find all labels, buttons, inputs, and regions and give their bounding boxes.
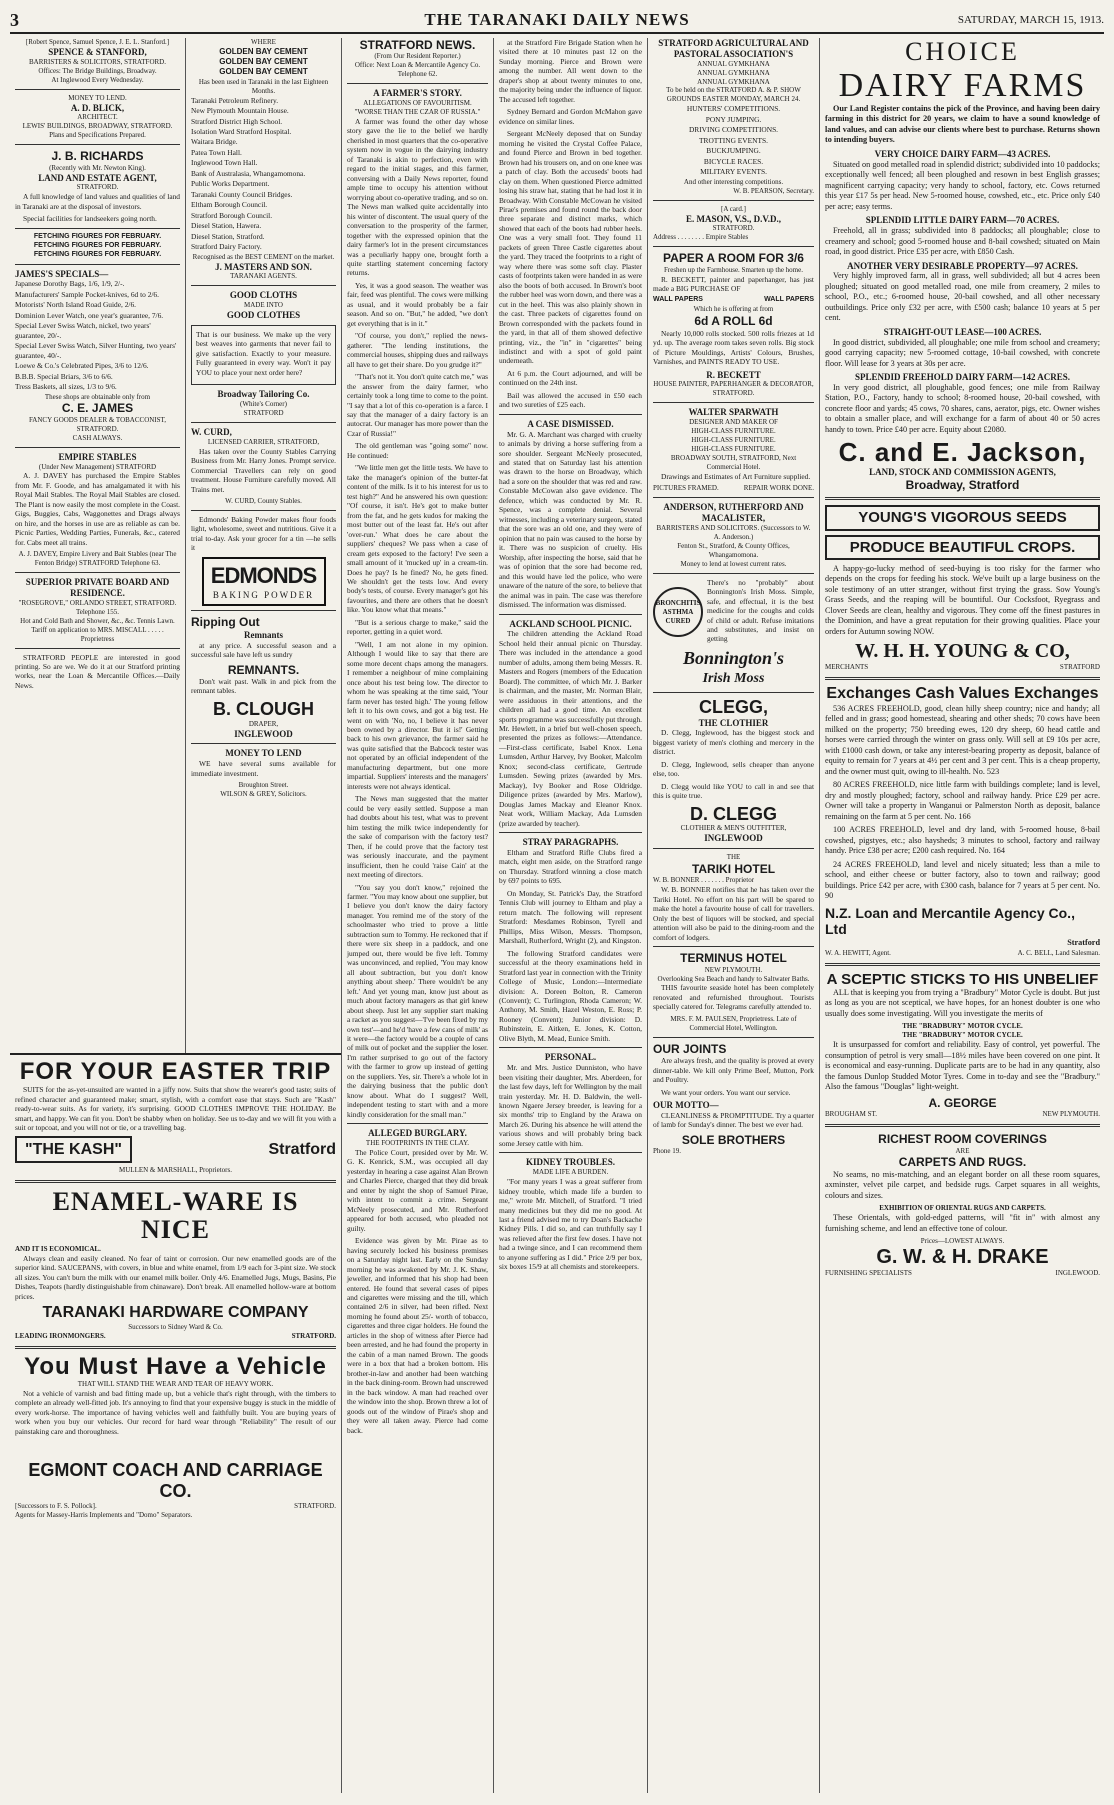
james-list [15, 279, 180, 391]
irish-moss-brand2: Irish Moss [702, 670, 765, 686]
nz-right: A. C. BELL, Land Salesman. [1017, 948, 1100, 957]
farmer-para: "We little men get the little tests. We have to take the manager's opinion of the butter-fat content of the milk. Is it to his interest for us to test high?" And he answered his own question: "Of course, it isn't. He's got to make butter from the fat, and he gets kudos for making the most butter out of the least fat. He's out after 'over-run.' What does he care about the suppliers' cheques? We pass when a case of cream gets exposed to the factory! I've seen a small amount of it 'mucked up' in a cream-tin. Does he pay? Is he fined? No, he gets fined. We shouldn't get the tests low. And every body's tests, of course. Every manager's got his favourites, and there are others that he doesn't like. You know what that means." [347, 463, 488, 615]
hardware-sub: Successors to Sidney Ward & Co. [128, 1322, 223, 1331]
egmont-co: EGMONT COACH AND CARRIAGE CO. [28, 1460, 323, 1502]
cement-recog: Recognised as the BEST CEMENT on the market. [192, 252, 335, 261]
beckett-name: R. BECKETT [706, 369, 761, 380]
sole-name: SOLE BROTHERS [681, 1132, 786, 1147]
exchange-item: 100 ACRES FREEHOLD, level and dry land, with 5-roomed house, 8-bail cowshed, pigstyes, etc.; also haysheds; 3 minutes to school, factory and railway handy. Price £38 per acre; £200 cash required. No. 164 [825, 825, 1100, 856]
show-line: ANNUAL GYMKHANA [697, 77, 770, 86]
terminus-body: THIS favourite seaside hotel has been completely renovated and refurnished throughout. Tourists specially catered for. Telegrams carefully attended to. [653, 983, 814, 1012]
listing-head: SPLENDID LITTLE DAIRY FARM—70 ACRES. [865, 215, 1060, 226]
hardware-co: TARANAKI HARDWARE COMPANY [42, 1304, 309, 1322]
ripping-body: at any price. A successful season and a successful sale have left us sundry [191, 640, 336, 660]
cement-item: Taranaki Petroleum Refinery. [191, 95, 279, 105]
burglary-para: The Police Court, presided over by Mr. W. G. K. Kenrick, S.M., was occupied all day yesterday in hearing a case against Alan Brown and Charles Pierce, charged that they did break and enter by night the shop of Samuel Pirae, with intent to commit a crime. Sergeant McNeely prosecuted, and Mr. Rutherford appeared for both accused, who pleaded not guilty. [347, 1147, 488, 1233]
james-item: Dominion Lever Watch, one year's guarantee, 7/6. [15, 310, 164, 320]
empire-sig: A. J. DAVEY, Empire Livery and Bait Stables (near The Fenton Bridge) STRATFORD Telephone 63. [18, 550, 177, 568]
nz-left: W. A. HEWITT, Agent. [825, 948, 891, 957]
show-other: And other interesting competitions. [683, 177, 784, 186]
cement-item: Bank of Australasia, Whangamomona. [191, 168, 306, 178]
james-item: B.B.B. Special Briars, 3/6 to 6/6. [15, 371, 113, 381]
cement-line: GOLDEN BAY CEMENT [219, 57, 308, 67]
cement-line: GOLDEN BAY CEMENT [219, 46, 308, 56]
edmonds-logo [202, 557, 326, 607]
wall-price: 6d A ROLL 6d [694, 314, 773, 329]
farmer-sub: ALLEGATIONS OF FAVOURITISM. [363, 99, 472, 108]
walter-repair: REPAIR WORK DONE. [743, 484, 814, 493]
empire-sub: (Under New Management) STRATFORD [38, 462, 157, 471]
young-left: MERCHANTS [825, 663, 869, 672]
young-box-2 [825, 535, 1100, 560]
enamel-body: Always clean and easily cleaned. No fear of taint or corrosion. Our new enamelled goods are of the superior kind. SAUCEPANS, with covers, in blue and white enamel, from 1/9 each for 3-pint size. We stock all sizes. You can't burn the milk with our enamel milk boiler. Only 4/6. Enamelled Jugs, Mugs, Basins, Pie Dishes, Teapots (hardly distinguishable from chinaware). Don't break. All enamelled hollow-ware at bottom prices. [15, 1254, 336, 1301]
column-5 [648, 38, 820, 1793]
george-left: BROUGHAM ST. [825, 1110, 877, 1119]
walter-item: HIGH-CLASS FURNITURE. [691, 427, 776, 436]
irish-moss-body: There's no "probably" about Bonnington's Irish Moss. Simple, safe, and effectual, it is the best medicine for the coughs and colds of child or adult. Refuse imitations and substitutes, and insist on getting [707, 577, 814, 644]
superior-bath: Hot and Cold Bath and Shower, &c., &c. Tennis Lawn. [20, 616, 175, 625]
james-note: These shops are obtainable only from [44, 392, 151, 401]
drake-name: G. W. & H. DRAKE [876, 1246, 1049, 1269]
hardware-right: STRATFORD. [291, 1331, 336, 1340]
farmer-para: "You say you don't know," rejoined the farmer. "You may know about one supplier, but I believe you don't know the dairy factory manager. You remind me of the story of the schoolmaster who tried to prove a little subtraction sum to Tommy. He reckoned that if there were six sheep in a paddock, and one jumped out, there would be five left. Tommy was unconvinced, and replied, 'You may know all about subtraction, but you don't know anything about sheep.' There wouldn't be any left.' And yet young man, know just about as much about factory managers as that girl knew about sheep. Just let any supplier start making a racket as you suggest—'I've been fixed by my own test'—and he'd 'have a few cans of milk' as it were—the factory would be a couple of cans of milk out of pocket and the supplier the loser. I'm rather surprised to go out of the factory with the farmer to grow up instead of getting on the suppliers. Yes, sir. There's a whole lot in the dairying business that the public don't know about. What do I suggest? Well, independent testing to start with and a more kindly consideration for the small man." [347, 882, 488, 1119]
richards-title: LAND AND ESTATE AGENT, [38, 172, 157, 183]
cement-item: Eltham Borough Council. [191, 200, 268, 210]
motto-body: CLEANLINESS & PROMPTITUDE. Try a quarter of lamb for Sunday's dinner. The best we ever had. [653, 1110, 814, 1130]
james-item: Tress Baskets, all sizes, 1/3 to 9/6. [15, 382, 117, 392]
jackson-sub: LAND, STOCK AND COMMISSION AGENTS, [869, 467, 1056, 478]
enamel-title: ENAMEL-WARE IS NICE [52, 1186, 299, 1245]
newspaper-title: THE TARANAKI DAILY NEWS [424, 10, 690, 29]
show-events [653, 104, 814, 176]
exchange-item: 536 ACRES FREEHOLD, good, clean hilly sheep country; nice and handy; all felled and in grass; good homestead, shearing and other sheds; 70 cows have been milked on the property; 750 breeding ewes, 120 dry sheep, 60 head cattle and horses were carried through the winter on grass only. Will sell at £9 10s per acre, with £1000 cash down, or take any interest-bearing property as deposit, balance of equity to remain for 7 years at 4½ per cent and 3 per cent. This is a cheap property, and the owner must quit, owing to ill-health. No. 523 [825, 703, 1100, 776]
farmer-para: "That's not it. You don't quite catch me," was the answer from the dairy farmer, who certainly took a long time to come to the point. "I say that a lot of this co-operation is a farce. I say that the manager of a dairy factory is an autocrat. Our manager has more power than the Czar of Russia!" [347, 372, 488, 438]
young-head2: PRODUCE BEAUTIFUL CROPS. [849, 538, 1076, 556]
irish-moss-brand: Bonnington's [682, 647, 785, 668]
walter-sub: DESIGNER AND MAKER OF [689, 418, 778, 427]
goodcloths-1: GOOD CLOTHS [229, 290, 298, 301]
fetching-1: FETCHING FIGURES FOR FEBRUARY. [33, 232, 162, 240]
goodcloths-box [191, 325, 336, 385]
show-sig: W. B. PEARSON, Secretary. [733, 186, 814, 195]
farmer-head: A FARMER'S STORY. [373, 88, 462, 99]
anderson-sub: BARRISTERS AND SOLICITORS. (Successors to W. A. Anderson.) [656, 523, 811, 541]
joints-head: OUR JOINTS [653, 1041, 727, 1056]
hardware-left: LEADING IRONMONGERS. [15, 1331, 106, 1340]
wall-note: Nearly 10,000 rolls stocked. 500 rolls friezes at 1d yd. up. The average room takes seven rolls. Big stock of Picture Mouldings, Artists' Colours, Brushes, Varnishes, and PAINTS READY TO USE. [653, 328, 814, 367]
beckett-body: R. BECKETT, painter and paperhanger, has just made a BIG PURCHASE OF [653, 274, 814, 294]
fire-para: Sydney Bernard and Gordon McMahon gave evidence on similar lines. [499, 107, 642, 126]
richards-special: Special facilities for landseekers going north. [23, 214, 157, 224]
farmer-para: "But is a serious charge to make," said the reporter, getting in a quiet word. [347, 617, 488, 637]
clegg-sub: THE CLOTHIER [698, 717, 769, 728]
clegg-name-sub: CLOTHIER & MEN'S OUTFITTER, [680, 824, 787, 833]
james-sub: FANCY GOODS DEALER & TOBACCONIST, STRATFORD. [28, 415, 167, 433]
tariki-the: THE [726, 853, 741, 862]
cement-item: Stratford District High School. [191, 116, 283, 126]
stratford-byline: (From Our Resident Reporter.) [374, 52, 461, 61]
spence-title: SPENCE & STANFORD, [48, 46, 147, 57]
vehicle-title: You Must Have a Vehicle [24, 1352, 327, 1380]
richards-sub: (Recently with Mr. Newton King). [49, 163, 146, 172]
farmer-para: Yes, it was a good season. The weather was fair, feed was plentiful. The cows were milking as usual, and it would probably be a fair season. And so on. "But," he added, "we don't get everything that is in it." [347, 280, 488, 328]
mason-name: E. MASON, V.S., D.V.D., [685, 213, 782, 224]
walter-name: WALTER SPARWATH [688, 407, 779, 418]
james-name: C. E. JAMES [61, 401, 134, 416]
jackson-place: Broadway, Stratford [905, 477, 1020, 492]
drake-left: FURNISHING SPECIALISTS [825, 1269, 912, 1278]
farmer-para: The News man suggested that the matter could be very easily settled. Suppose a man had doubts about his test, what was to prevent him testing the milk twice independently for the sake of comparison with the factory test? Then, if he could prove that the factory test was seriously inaccurate, and the payment insufficient, then he could 'raise Cain' at the next meeting of directors. [347, 794, 488, 880]
burglary-para: Evidence was given by Mr. Pirae as to having securely locked his business premises on a Saturday night last. Early on the Sunday morning he was awakened by Mr. J. K. Shaw, jeweller, and informed that his shop had been entered. He found that several cases of pipes and cigarettes were missing and the till, which contained 2/6 in silver, had been rifled. Next morning he found about 25/- worth of tobacco, cigarettes and three cigar holders. He found the articles in the shop of witness after Pierce had been arrested, and he had found the property in the cabin of a man named Brown. The goods were in a box that had a broken bottom. His brother-in-law and another had been watching in the back dining-room. Brown had unscrewed in the back window. A man had reached over the window into the shop. Brown threw a lot of goods out of the window of Pirae's shop and they were all taken away. Pierce had come back. [347, 1236, 489, 1435]
irish-moss-seal: BRONCHITIS ASTHMA CURED [653, 587, 703, 637]
show-event: TROTTING EVENTS. [699, 135, 768, 145]
burglary-head: ALLEGED BURGLARY. [368, 1128, 467, 1139]
curd-body: Has taken over the County Stables Carrying Business from Mr. Harry Jones. Prompt service. Commercial Travellers can rely on good treatment. House Furniture carefully moved. All Trains met. [191, 446, 336, 494]
clegg-para: D. Clegg, Inglewood, has the biggest stock and biggest variety of men's clothing and mercery in the district. [653, 728, 814, 757]
curd-sig: W. CURD, County Stables. [225, 496, 302, 505]
terminus-sig: MRS. F. M. PAULSEN, Proprietress. Late of Commercial Hotel, Wellington. [670, 1014, 797, 1032]
sceptic-m2: THE "BRADBURY" MOTOR CYCLE. [902, 1031, 1023, 1040]
mason-place: STRATFORD. [712, 224, 755, 233]
kash-sub: MULLEN & MARSHALL, Proprietors. [119, 1165, 232, 1174]
richest-are: ARE [955, 1146, 970, 1155]
column-6 [820, 38, 1105, 1793]
egmont-agents: Agents for Massey-Harris Implements and "Domo" Separators. [15, 1510, 193, 1519]
farmer-para: "Of course, you don't," replied the news-gatherer. "The lending institutions, the commercial houses, shipping dues and railways all have to get their share. Do you grudge it?" [347, 331, 488, 369]
stratford-office: Office: Next Loan & Mercantile Agency Co. Telephone 62. [354, 61, 481, 79]
blick-plans: Plans and Specifications Prepared. [49, 131, 146, 140]
fire-para: Bail was allowed the accused in £50 each and two sureties of £25 each. [499, 390, 642, 410]
spence-inglewood: At Inglewood Every Wednesday. [51, 75, 144, 84]
clegg-para: D. Clegg, Inglewood, sells cheaper than anyone else, too. [653, 759, 814, 779]
case-body: Mr. G. A. Marchant was charged with cruelty to animals by driving a horse suffering from a sore shoulder. Sergeant McNeely prosecuted, and stated that on Saturday last his attention was drawn to the horse on Broadway, which had a sore on the shoulder that was red and raw. Constable McCowan also gave evidence. The defence, which was conducted by Mr. R. Spence, was a complete denial. Several witnesses, including a veterinary surgeon, stated that the sore was an old one, and they were of opinion that no pain was caused to the horse by it. There was no suspicion of cruelty. His Worship, after inspecting the horse, said that he was of opinion that the sore had become red, and this would have led the police, who were unaware of the nature of the sore, to believe that the animal was in pain. The case was therefore dismissed. The information was dismissed. [499, 429, 642, 610]
masters-sub: TARANAKI AGENTS. [230, 272, 297, 281]
stratford-news-title: STRATFORD NEWS. [359, 38, 476, 52]
kidney-sub: MADE LIFE A BURDEN. [532, 1168, 609, 1177]
richest-body2: These Orientals, with gold-edged patterns, will "fit in" with almost any furnishing scheme, and lend an effective tone of colour. [825, 1213, 1100, 1233]
show-event: DRIVING COMPETITIONS. [688, 125, 779, 135]
young-right: STRATFORD [1059, 663, 1100, 672]
sceptic-body2: It is unsurpassed for comfort and reliability. Easy of control, yet powerful. The consumption of petrol is very small—18½ miles have been covered on one pint. It is economical and easy-running. Duplicate parts are to be had in any quantity, also the famous Dunlop Studded Motor Tyres. Come in to-day and see the "Bradbury." Also the famous "Douglas" light-weight. [825, 1040, 1100, 1092]
money-title: MONEY TO LEND [225, 748, 302, 759]
richest-body: No seams, no mis-matching, and an elegant border on all these room squares, axminster, velvet pile carpet, and bedside rugs. Carpet squares in all weights, colours and sizes. [825, 1169, 1100, 1200]
cement-item: Inglewood Town Hall. [191, 158, 258, 168]
fetching-2: FETCHING FIGURES FOR FEBRUARY. [33, 241, 162, 249]
cement-item: Taranaki County Council Bridges. [191, 189, 293, 199]
farmer-para: "Well, I am not alone in my opinion. Although I would like to say that there are some more decent chaps among the managers. I remember a neighbour of mine complaining once about his test being low. The director to whom he was speaking at the time said, 'Your farm never has tested high.' The young fellow left it to his own cows, and got a big test. He went on with 'No, no, I believe it has never been owned by a director. But it is!' Getting back to his own grievance, the farmer said he was quite satisfied that the Babcock tester was not operated by an official independent of the manufacturing department, but one more impartial. Suppliers' interests and the managers' interests were not always identical. [347, 639, 488, 791]
vehicle-sub: THAT WILL STAND THE WEAR AND TEAR OF HEAVY WORK. [77, 1380, 274, 1389]
columns [10, 38, 1104, 1793]
james-cash: CASH ALWAYS. [72, 433, 123, 442]
young-box-1 [825, 505, 1100, 530]
broadway-place: STRATFORD [243, 408, 284, 417]
james-item: Motorists' North Island Road Guide, 2/6. [15, 300, 137, 310]
richest-head: RICHEST ROOM COVERINGS [878, 1132, 1047, 1147]
clegg-name: D. CLEGG [689, 803, 777, 824]
terminus-place: NEW PLYMOUTH. [704, 965, 763, 974]
ackland-body: The children attending the Ackland Road School held their annual picnic on Thursday. There was included in the attendance a good number of adults, among them being Messrs. R. Masters and Rogers (members of the Education Board). The committee, of which Mr. J. Barker is chairman, and the master, Mr. Norman Blair, were assiduous in their attentions, and the children all had a good time. An excellent sports programme was successfully put through. Mr. Hewlett, in a brief but well-chosen speech, presented the prizes as follows:—Attendance.—First-class certificate, Isabel Knox. Lena Lumsden, Arthur Harvey, Ivy Booker, Malcolm Knox; second-class certificate, Gertrude Lumsden. Sewing prizes (awarded by Mrs. Mackay), Ivy Booker and Rose Oldridge. Diligence prizes (awarded by Mrs. Marlow), Douglas James Mackay and Eleanor Knox. Neat work, William Mackay, Ada Lumsden (prize awarded by teacher). [499, 629, 642, 828]
personal-body: Mr. and Mrs. Justice Dunniston, who have been visiting their daughter, Mrs. Aberdeen, for the last few days, left for Wellington by the mail train yesterday. Mr. H. D. Baldwin, the well-known Ngaere Jersey breeder, is leaving for a six months' trip to England by the Arawa on March 26. During his absence he will attend the various shows and will probably bring back some Jersey cattle with him. [499, 1063, 642, 1148]
clough-place: INGLEWOOD [234, 728, 293, 739]
listing-head: VERY CHOICE DAIRY FARM—43 ACRES. [874, 148, 1051, 159]
edmonds-poem: Edmonds' Baking Powder makes flour foods light, wholesome, sweet and nutritious. Give it a trial to-day. Ask your grocer for a tin —he sells it [191, 514, 336, 553]
empire-body: A. J. DAVEY has purchased the Empire Stables from Mr. F. Goode, and has amalgamated it with his Royal Mail Stables. The Royal Mail Stables are closed. The Plant is now easily the most complete in the Coast. Gigs, Buggies, Cabs, Waggonettes and Drags always on hire, and the horses in use are as reliable as can be. Picnic Parties, Wedding Parties, Funerals, &c., catered for. Cabs meet all trains. [15, 471, 180, 547]
richards-name: J. B. RICHARDS [51, 149, 144, 164]
broadway-sub: (White's Corner) [240, 399, 287, 408]
james-head: JAMES'S SPECIALS— [15, 268, 109, 279]
clegg-para: D. Clegg would like YOU to call in and see that this is quite true. [653, 781, 814, 801]
drake-right: INGLEWOOD. [1055, 1269, 1100, 1278]
terminus-title: TERMINUS HOTEL [680, 951, 787, 966]
sceptic-m1: THE "BRADBURY" MOTOR CYCLE. [902, 1022, 1023, 1031]
show-held: To be held on the STRATFORD A. & P. SHOW GROUNDS EASTER MONDAY, MARCH 24. [666, 86, 801, 104]
empire-title: EMPIRE STABLES [58, 451, 137, 462]
stray-para: On Monday, St. Patrick's Day, the Stratford Tennis Club will journey to Eltham and play a return match. The following will represent Stratford: Mesdames Robinson, Tyrell and Phillips, Miss Wilson, Messrs. Thompson, Marshall, Rutherford, Wright (2), and Kingston. [499, 888, 642, 946]
exchange-item: 80 ACRES FREEHOLD, nice little farm with buildings complete; land is level, dry and mostly ploughed; factory, school and railway handy. Price £29 per acre. Owner will take a property in Wanganui or Palmerston North as deposit, balance remaining on the farm at 5 per cent. No. 166 [825, 780, 1100, 821]
kidney-head: KIDNEY TROUBLES. [525, 1157, 616, 1168]
stratford-people: STRATFORD PEOPLE are interested in good printing. So are we. We do it at our Stratford printing works, near the Loan & Mercantile Offices.—Daily News. [15, 652, 180, 690]
show-event: HUNTERS' COMPETITIONS. [686, 104, 781, 114]
goodcloths-body: That is our business. We make up the very best weaves into garments that never fail to give satisfaction. Exactly to your measure. Fully guaranteed in every way. Won't it pay YOU to place your next order here? [196, 329, 331, 377]
tariki-title: TARIKI HOTEL [691, 862, 776, 877]
kash-name: "THE KASH" [15, 1136, 132, 1163]
choice-heading: CHOICE [905, 38, 1020, 66]
wall-right: WALL PAPERS [764, 296, 814, 304]
left-block [10, 38, 342, 1793]
broadway-name: Broadway Tailoring Co. [217, 389, 310, 400]
young-head: YOUNG'S VIGOROUS SEEDS [858, 509, 1067, 527]
mason-addr: Address . . . . . . . . Empire Stables [653, 233, 749, 242]
superior-title: SUPERIOR PRIVATE BOARD AND RESIDENCE. [25, 577, 170, 598]
page-number: 3 [10, 9, 19, 30]
superior-body: "ROSEGROVE," ORLANDO STREET, STRATFORD. Telephone 155. [18, 598, 177, 616]
blick-addr: LEWIS' BUILDINGS, BROADWAY, STRATFORD. [22, 122, 173, 131]
clough-sub: DRAPER, [248, 719, 279, 728]
show-title: STRATFORD AGRICULTURAL AND PASTORAL ASSOCIATION'S [658, 38, 809, 59]
cement-item: Patea Town Hall. [191, 147, 242, 157]
show-event: BUCKJUMPING. [706, 146, 761, 156]
george-right: NEW PLYMOUTH. [1042, 1110, 1100, 1119]
sceptic-body: ALL that is keeping you from trying a "Bradbury" Motor Cycle is doubt. But just as long as you are not sceptical, we have hopes, for an honest doubter is one who usually does some investigating. Will you investigate the merits of [825, 987, 1100, 1018]
listing-body: In good district, subdivided, all ploughable; one mile from school and creamery; good carrying capacity; new 5-roomed cottage, 10-bail cowshed, with concrete floor. Will lease for 3 years at 30s per acre. [825, 337, 1100, 368]
nz-place: Stratford [1067, 938, 1100, 948]
column-4 [494, 38, 648, 1793]
fire-para: At 6 p.m. the Court adjourned, and will be continued on the 24th inst. [499, 368, 642, 388]
cement-item: Diesel Station, Hawera. [191, 221, 262, 231]
tariki-prop: W. B. BONNER . . . . . . . Proprietor [653, 876, 755, 885]
clough-name: B. CLOUGH [213, 698, 314, 719]
money-place: Broughton Street. [238, 781, 289, 790]
cement-item: Public Works Department. [191, 179, 270, 189]
cement-line: GOLDEN BAY CEMENT [219, 67, 308, 77]
spence-offices: Offices: The Bridge Buildings, Broadway. [38, 66, 157, 75]
goodcloths-2: MADE INTO [244, 301, 283, 310]
remnants-head: REMNANTS. [227, 662, 300, 677]
listing-body: In very good district, all ploughable, good fences; one mile from Railway Station, P.O., Factory, handy to school; 8-roomed house, 20-bail cowshed, with concrete floor and yards; 45 cows, 70 shares, cans, aerator, pigs, etc. Owner wishes to obtain a smaller place, and will exchange for a farm of about 40 or 50 acres handy to town. Price £40 per acre. Equity about £2080. [825, 382, 1100, 434]
vehicle-body: Not a vehicle of varnish and bad fitting made up, but a vehicle that's right through, with the timbers to complete an already well-fitted job. It's annoying to find that your expensive buggy is stuck in the middle of every work-horse. The importance of having vehicles well and faithfully built. You are buying years of work when you buy our vehicles. Our record for hard wear through "Reliability" The result of our painstaking care and thoroughness. [15, 1389, 336, 1436]
curd-name: W. CURD, [191, 426, 232, 437]
irish-moss-ad [653, 578, 814, 647]
listing-head: SPLENDID FREEHOLD DAIRY FARM—142 ACRES. [855, 372, 1070, 383]
show-event: PONY JUMPING. [705, 114, 762, 124]
cement-list [191, 96, 336, 252]
cement-item: Isolation Ward Stratford Hospital. [191, 126, 292, 136]
james-item: Manufacturers' Sample Pocket-knives, 6d to 2/6. [15, 289, 159, 299]
fire-para: Sergeant McNeely deposed that on Sunday morning he visited the Crystal Coffee Palace, and found Pierce and Brown in bed together. Brown had his trousers on, and on one knee was a patch of clay. Both the accuseds' boots had clay on them. When questioned Pierce admitted losing his straw hat, stating that he had lost it in Broadway. With Constable McCowan he visited Pirae's premises and found round the back door three separate and distinct marks, which showed that each of the boots had rubber heels. One was a very small foot. They found 11 packets of green Three Castle cigarettes about the yard. They traced the footprints to a right of way where there was some soft clay. Plaster casts of footprints taken were handed in as were also the boots of both accused. In Brown's boot the rubber heel was worn down, and there was a cut in the heel. This was also plainly shown in the cast. Three packets of cigarettes found on Brown corresponded with the packets found in the yard, in that all of them showed defective printing, viz., the "in" in "cigarettes" being indistinct and with a spot of gold paint underneath. [499, 129, 642, 366]
farmer-para: A farmer was found the other day whose story gave the lie to the belief we hardly cherished in most quarters that the co-operative system now in vogue in the dairying industry of Taranaki is akin to perfection, even with regard to the initial stages, and this farmer, conversing with a Daily News reporter, found ample time to occupy his attention without worrying about co-operative trading, and so on. The News man walked quite accidentally into his winter of discontent. The usual query of the conversation to the prosperity of the farmer, together with the expressed opinion that the dairy farmer's lot in the present circumstances was a peculiarly happy one, brought forth a quite startling statement concerning factory returns. [347, 116, 488, 278]
remnants-body: Don't wait past. Walk in and pick from the remnant tables. [191, 677, 336, 696]
james-item: Special Lever Swiss Watch, Silver Hunting, two years' guarantee, 40/-. [15, 341, 177, 360]
enamel-sub: AND IT IS ECONOMICAL. [15, 1245, 101, 1254]
young-body: A happy-go-lucky method of seed-buying is too risky for the farmer who depends on the crops for feeding his stock. We've built up a large business on the sole testimony of an utter stranger, without first trying the grass. Sow Young's Grass Seeds, and the reaping will be bountiful. Our Cocksfoot, Ryegrass and Clover Seeds are clean, healthy and vigorous. They come off the finest pastures in the Dominion, and have a great reputation for their growing qualities. Place your orders for Autumn sowing NOW. [825, 563, 1100, 636]
case-head: A CASE DISMISSED. [527, 418, 614, 429]
listing-head: ANOTHER VERY DESIRABLE PROPERTY—97 ACRES. [847, 260, 1078, 271]
listing-body: Situated on good metalled road in splendid district; subdivided into 10 paddocks; exceptionally well fenced; all been ploughed and resown in best English grasses; magnificent carrying capacity; very handy to school, factory, etc. Cows returned this year £17 5s per head. New 5-roomed house, cowshed, etc., etc. Price only £40 per acre; easy terms. [825, 159, 1100, 211]
joints-want: We want your orders. You want our service. [661, 1087, 791, 1097]
personal-head: PERSONAL. [544, 1052, 597, 1063]
blick-money: MONEY TO LEND. [68, 93, 127, 102]
spence-names: [Robert Spence, Samuel Spence, J. E. L. Stanford.] [25, 38, 170, 46]
superior-tariff: Tariff on application to MRS. MISCALL . . . . . Proprietress [31, 625, 164, 643]
listing-head: STRAIGHT-OUT LEASE—100 ACRES. [883, 326, 1042, 337]
listing-body: Very highly improved farm, all in grass, well subdivided; all but 4 acres been ploughed; situated on good metalled road, one mile from creamery, 2 miles to school, P.O., etc.; 6-roomed house, 20-bail cowshed, and all other necessary outbuildings. Price only £32 per acre, with £500 cash; balance 10 years at 5 per cent. [825, 271, 1100, 323]
dairy-intro: Our Land Register contains the pick of the Province, and having been dairy farming in this district for 20 years, we claim to have a sound knowledge of land values, and can advise our clients where best to purchase. Returns shown to intending buyers. [825, 103, 1100, 145]
richards-body: A full knowledge of land values and qualities of land in Taranaki are at the disposal of investors. [15, 192, 180, 211]
walter-framed: PICTURES FRAMED. [653, 484, 719, 493]
sceptic-title: A SCEPTIC STICKS TO HIS UNBELIEF [826, 970, 1099, 988]
paper-sub: Freshen up the Farmhouse. Smarten up the home. [663, 265, 803, 274]
anderson-addr: Fenton St., Stratford, & County Offices, Whangamomona. [677, 541, 790, 559]
spence-sub: BARRISTERS & SOLICITORS, STRATFORD. [29, 57, 166, 66]
egmont-right: STRATFORD. [294, 1501, 336, 1510]
walter-addr: BROADWAY SOUTH, STRATFORD, Next Commercial Hotel. [670, 453, 797, 471]
richards-place: STRATFORD. [76, 183, 119, 192]
james-item: Japanese Dorothy Bags, 1/6, 1/9, 2/-. [15, 279, 125, 289]
walter-note: Drawings and Estimates of Art Furniture supplied. [661, 471, 811, 481]
cement-intro: Has been used in Taranaki in the last Eighteen Months. [198, 77, 329, 95]
show-line: ANNUAL GYMKHANA [697, 68, 770, 77]
beckett-sub: HOUSE PAINTER, PAPERHANGER & DECORATOR, STRATFORD. [653, 380, 814, 398]
paper-head: PAPER A ROOM FOR 3/6 [663, 251, 804, 266]
show-event: MILITARY EVENTS. [700, 167, 767, 177]
show-line: ANNUAL GYMKHANA [697, 59, 770, 68]
blick-arch: ARCHITECT. [77, 113, 118, 122]
blick-name: A. D. BLICK, [70, 102, 125, 113]
dairy-farms-heading: DAIRY FARMS [838, 66, 1087, 104]
column-3 [342, 38, 494, 1793]
anderson-name: ANDERSON, RUTHERFORD AND MACALISTER, [663, 502, 804, 524]
left-columns [10, 38, 341, 1053]
jackson-name: C. and E. Jackson, [838, 437, 1087, 468]
easter-body: SUITS for the as-yet-unsuited are wanted in a jiffy now. Suits that show the wearer's good taste; suits of refined character and guaranteed make; smart, stylish, with a comfort ease that stays. Such are "Kash" ready-to-wear suits. As for variety, it's surprising. GOOD CLOTHES IMPROVE THE HOLIDAY. Be smart, and happy. We can fit you. Don't be shabby when on holiday. See us to-day and we will fit you with a suit or topcoat, and you will not or tie, or a travelling bag. [15, 1085, 336, 1133]
money-body: WE have several sums available for immediate investment. [191, 759, 336, 778]
james-item: Loewe & Co.'s Celebrated Pipes, 3/6 to 12/6. [15, 361, 149, 371]
ripping-title: Ripping Out [191, 615, 260, 630]
anderson-money: Money to lend at lowest current rates. [680, 559, 787, 568]
mason-card: [A card.] [721, 204, 746, 213]
goodcloths-3: GOOD CLOTHES [226, 310, 301, 321]
masthead [10, 8, 1104, 34]
cement-item: Diesel Station, Stratford. [191, 231, 265, 241]
exchanges-head: Exchanges Cash Values Exchanges [826, 685, 1099, 703]
farmer-sub2: "WORSE THAN THE CZAR OF RUSSIA." [354, 108, 481, 116]
exchange-item: 24 ACRES FREEHOLD, land level and nicely situated; less than a mile to school, and either cheese or butter factory, also to town and railway; good buildings. Price £42 per acre, with £300 cash, balance for 7 years at 5 per cent. No. 90 [825, 859, 1100, 901]
column-2 [186, 38, 341, 1053]
easter-title: FOR YOUR EASTER TRIP [19, 1058, 332, 1085]
richest-exh: EXHIBITION OF ORIENTAL RUGS AND CARPETS. [879, 1204, 1046, 1213]
money-sig: WILSON & GREY, Solicitors. [220, 790, 307, 799]
kidney-body: "For many years I was a great sufferer from kidney trouble, which made life a burden to me," wrote Mr. Mitchell, of Stratford. "I tried many medicines but they did me no good. At last a friend advised me to try Doan's Backache Kidney Pills. I did so, and can truthfully say I was relieved after the first few doses. I have not had a twinge since, and I can recommend them to anyone suffering as I did." Price 2/9 per box, six boxes 15/9 at all chemists and storekeepers. [499, 1177, 642, 1272]
edmonds-logo-sub: BAKING POWDER [212, 589, 315, 600]
burglary-sub: THE FOOTPRINTS IN THE CLAY. [365, 1139, 470, 1148]
cement-item: New Plymouth Mountain House. [191, 106, 289, 116]
terminus-sub: Overlooking Sea Beach and handy to Saltwater Baths. [657, 974, 810, 983]
joints-body: Are always fresh, and the quality is proved at every dinner-table. We kill only Prime Beef, Mutton, Pork and Poultry. [653, 1056, 814, 1085]
walter-item: HIGH-CLASS FURNITURE. [691, 436, 776, 445]
stray-para: Eltham and Stratford Rifle Clubs fired a match, eight men aside, on the Stratford range on Thursday. Stratford winning a close match by 697 points to 695. [499, 847, 642, 886]
show-event: BICYCLE RACES. [703, 156, 764, 166]
clegg-place: INGLEWOOD [704, 833, 763, 844]
young-name: W. H. H. YOUNG & CO, [855, 640, 1070, 663]
stray-head: STRAY PARAGRAPHS. [522, 837, 619, 848]
richest-sub: CARPETS AND RUGS. [898, 1155, 1027, 1170]
cement-item: Stratford Dairy Factory. [191, 242, 262, 252]
wall-pricing: Which he is offering at from [693, 305, 774, 314]
james-item: Special Lever Swiss Watch, nickel, two years' guarantee, 20/-. [15, 321, 151, 340]
motto-head: OUR MOTTO— [653, 1100, 719, 1111]
cement-where: WHERE [251, 38, 276, 46]
curd-sub: LICENSED CARRIER, STRATFORD, [207, 437, 320, 446]
cement-item: Stratford Borough Council. [191, 210, 273, 220]
stray-para: The following Stratford candidates were successful at the theory examinations held in Stratford last year in connection with the Trinity College of Music, London:—Intermediate division: A. Doreen Bolton, R. Cameron (Convent); C. Turlington, Rhoda Cameron; W. Anthony, M. Smith, Hazel Weston, E. Ross; P. Rooney (Convent); Junior division: D. Rubinstein, E. Aitken, E. Jones, K. Cotton, Olive Blyth, M. Mead, Eunice Smith. [499, 948, 642, 1043]
farmer-para: The old gentleman was "going some" now. He continued: [347, 441, 488, 460]
richest-prices: Prices—LOWEST ALWAYS. [920, 1237, 1005, 1246]
edmonds-logo-name: EDMONDS [210, 562, 317, 588]
wall-left: WALL PAPERS [653, 296, 703, 304]
masters-name: J. MASTERS AND SON. [215, 261, 312, 272]
tariki-body: W. B. BONNER notifies that he has taken over the Tariki Hotel. No effort on his part will be spared to make the hotel a favourite house of call for travellers. Only the best of liquors will be stocked, and special attention will also be paid to the dining-room and the comfort of lodgers. [653, 885, 814, 942]
clegg-title: CLEGG, [698, 696, 768, 717]
fetching-3: FETCHING FIGURES FOR FEBRUARY. [33, 250, 162, 258]
sole-phone: Phone 19. [653, 1147, 681, 1156]
george-name: A. GEORGE [928, 1095, 997, 1110]
walter-item: HIGH-CLASS FURNITURE. [691, 445, 776, 454]
issue-date: SATURDAY, MARCH 15, 1913. [957, 14, 1104, 26]
ackland-head: ACKLAND SCHOOL PICNIC. [509, 618, 632, 629]
cement-item: Waitara Bridge. [191, 137, 238, 147]
fire-para: at the Stratford Fire Brigade Station when he visited there at 10 minutes past 12 on the Sunday morning. Pierce and Brown were among the number. All went down to the draper's shop at about twenty minutes to one, the majority being under the influence of liquor. The accused left together. [499, 38, 642, 104]
kash-place: Stratford [268, 1140, 336, 1158]
ripping-sub: Remnants [243, 629, 283, 640]
egmont-left: [Successors to F. S. Pollock]. [15, 1501, 97, 1510]
wide-ads [10, 1053, 341, 1520]
nz-loan: N.Z. Loan and Mercantile Agency Co., Ltd [825, 904, 1075, 938]
column-1 [10, 38, 186, 1053]
listing-body: Freehold, all in grass; subdivided into 8 paddocks; all ploughable; close to creamery and school; good 5-roomed house and 8-bail cowshed; situated on Main road, in good district. Price £35 per acre, with £850 Cash. [825, 226, 1100, 257]
